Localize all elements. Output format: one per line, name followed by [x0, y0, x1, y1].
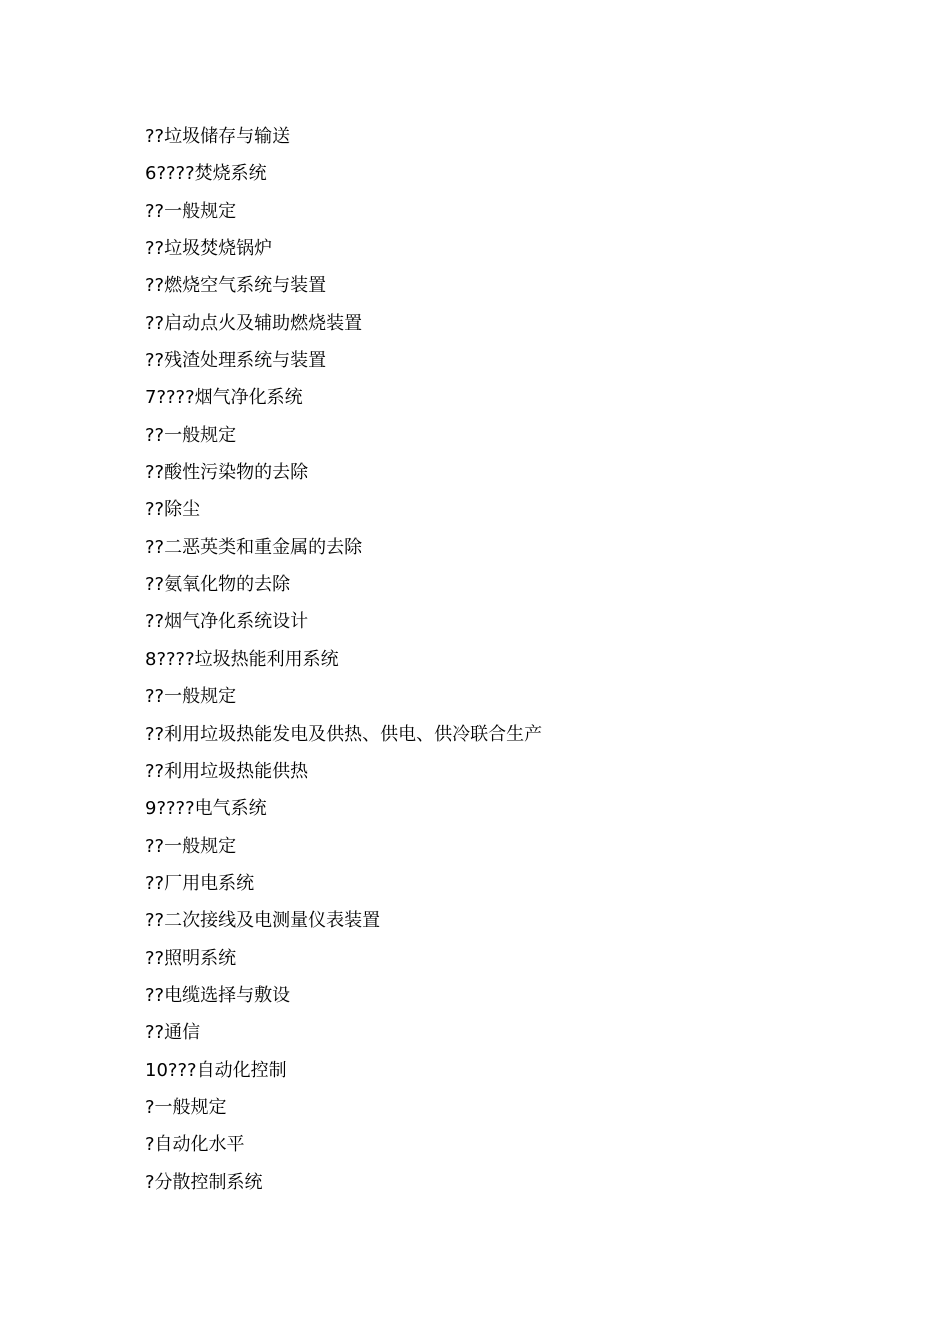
toc-line: 10???自动化控制: [145, 1059, 287, 1081]
toc-line: 7????烟气净化系统: [145, 387, 303, 409]
toc-line: ??除尘: [145, 499, 201, 521]
toc-line: ??二恶英类和重金属的去除: [145, 536, 363, 558]
toc-line: ??厂用电系统: [145, 872, 255, 894]
toc-line: ??一般规定: [145, 686, 237, 708]
toc-line: ??垃圾焚烧锅炉: [145, 238, 273, 260]
toc-line: 6????焚烧系统: [145, 163, 267, 185]
toc-line: ?一般规定: [145, 1096, 227, 1118]
toc-line: 8????垃圾热能利用系统: [145, 648, 339, 670]
toc-line: ??利用垃圾热能供热: [145, 760, 309, 782]
toc-line: ??一般规定: [145, 200, 237, 222]
toc-line: ??电缆选择与敷设: [145, 984, 291, 1006]
toc-line: ??一般规定: [145, 835, 237, 857]
toc-line: 9????电气系统: [145, 798, 267, 820]
table-of-contents: [145, 124, 845, 1207]
toc-line: ?分散控制系统: [145, 1171, 263, 1193]
toc-line: ??氨氧化物的去除: [145, 574, 291, 596]
toc-line: ??酸性污染物的去除: [145, 462, 309, 484]
toc-line: ??燃烧空气系统与装置: [145, 275, 327, 297]
toc-line: ??照明系统: [145, 947, 237, 969]
toc-line: ??一般规定: [145, 424, 237, 446]
toc-line: ??残渣处理系统与装置: [145, 350, 327, 372]
toc-line: ??烟气净化系统设计: [145, 611, 309, 633]
toc-line: ??利用垃圾热能发电及供热、供电、供冷联合生产: [145, 723, 543, 745]
toc-line: ??启动点火及辅助燃烧装置: [145, 312, 363, 334]
toc-line: ??垃圾储存与输送: [145, 126, 291, 147]
toc-line: ?自动化水平: [145, 1134, 245, 1156]
toc-line: ??二次接线及电测量仪表装置: [145, 910, 381, 932]
toc-line: ??通信: [145, 1022, 201, 1044]
